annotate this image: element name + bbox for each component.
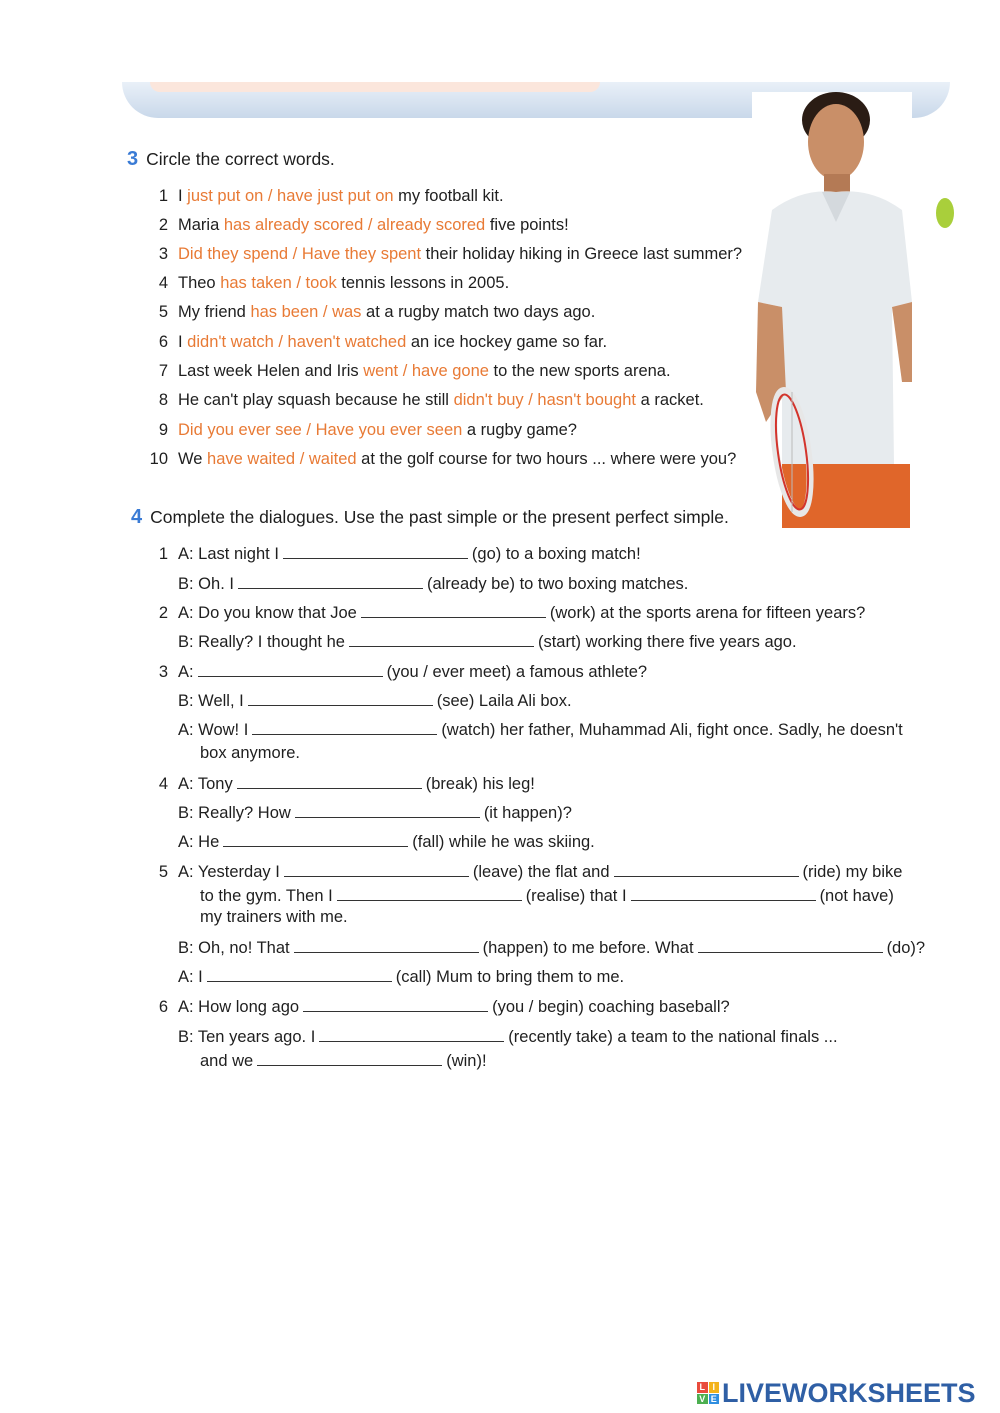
exercise-3-item <box>144 332 607 352</box>
word-choice[interactable]: have waited / waited <box>207 450 357 468</box>
item-number: 1 <box>158 187 168 205</box>
dialogue-5-line-c: A: I (call) Mum to bring them to me. <box>178 968 625 986</box>
answer-blank[interactable] <box>283 543 468 559</box>
item-text-before: Maria <box>178 216 224 234</box>
word-choice[interactable]: didn't buy / hasn't bought <box>453 391 636 409</box>
exercise-3-item <box>144 186 504 206</box>
word-choice[interactable]: went / have gone <box>363 362 489 380</box>
item-number: 4 <box>158 274 168 292</box>
answer-blank[interactable] <box>294 937 479 953</box>
answer-blank[interactable] <box>248 690 433 706</box>
word-choice[interactable]: has already scored / already scored <box>223 216 486 234</box>
section-3-number: 3 <box>127 148 139 170</box>
item-text-before: Last week Helen and Iris <box>178 362 364 380</box>
item-number: 3 <box>158 245 168 263</box>
answer-blank[interactable] <box>614 861 799 877</box>
dialogue-2-line-a: 2 A: Do you know that Joe (work) at the sports arena for fifteen years? <box>158 604 866 622</box>
item-text-after: a racket. <box>636 391 704 409</box>
item-number: 6 <box>158 333 168 351</box>
dialogue-4-line-b: B: Really? How (it happen)? <box>178 804 572 822</box>
answer-blank[interactable] <box>337 885 522 901</box>
tennis-ball-icon <box>936 198 954 228</box>
item-text-before: I <box>178 333 188 351</box>
exercise-3-item <box>144 449 736 469</box>
logo-text: LIVEWORKSHEETS <box>722 1377 976 1408</box>
word-choice[interactable]: didn't watch / haven't watched <box>187 333 407 351</box>
item-text-before: Theo <box>178 274 221 292</box>
section-3-title: 3 Circle the correct words. <box>127 148 335 170</box>
answer-blank[interactable] <box>198 661 383 677</box>
dialogue-3-line-c: A: Wow! I (watch) her father, Muhammad Ali, fight once. Sadly, he doesn't <box>178 721 903 739</box>
word-choice[interactable]: has been / was <box>250 303 362 321</box>
answer-blank[interactable] <box>207 966 392 982</box>
dialogue-6-line-a: 6 A: How long ago (you / begin) coaching baseball? <box>158 998 730 1016</box>
word-choice[interactable]: just put on / have just put on <box>187 187 394 205</box>
exercise-3-item <box>144 273 509 293</box>
dialogue-6-line-b-cont: and we (win)! <box>200 1052 487 1070</box>
item-text-before: He can't play squash because he still <box>178 391 454 409</box>
exercise-3-item <box>144 390 704 410</box>
item-text-after: my football kit. <box>393 187 504 205</box>
exercise-3-item <box>144 302 595 322</box>
item-number: 2 <box>158 216 168 234</box>
item-text-after: to the new sports arena. <box>488 362 671 380</box>
section-4-title: 4 Complete the dialogues. Use the past simple or the present perfect simple. <box>131 506 729 528</box>
dialogue-5-line-a-cont: to the gym. Then I (realise) that I (not have) <box>200 887 894 905</box>
answer-blank[interactable] <box>698 937 883 953</box>
answer-blank[interactable] <box>295 802 480 818</box>
answer-blank[interactable] <box>631 885 816 901</box>
answer-blank[interactable] <box>223 831 408 847</box>
dialogue-6-line-b: B: Ten years ago. I (recently take) a team to the national finals ... <box>178 1028 838 1046</box>
top-banner-strip <box>150 82 600 92</box>
dialogue-2-line-b: B: Really? I thought he (start) working there five years ago. <box>178 633 797 651</box>
item-number: 8 <box>158 391 168 409</box>
exercise-3-item <box>144 215 569 235</box>
answer-blank[interactable] <box>303 996 488 1012</box>
dialogue-1-line-b: B: Oh. I (already be) to two boxing matches. <box>178 575 689 593</box>
answer-blank[interactable] <box>361 602 546 618</box>
dialogue-3-line-a: 3 A: (you / ever meet) a famous athlete? <box>158 663 648 681</box>
dialogue-1-line-a: 1 A: Last night I (go) to a boxing match! <box>158 545 641 563</box>
item-text-after: tennis lessons in 2005. <box>336 274 510 292</box>
dialogue-5-line-b: B: Oh, no! That (happen) to me before. What (do)? <box>178 939 926 957</box>
dialogue-3-line-b: B: Well, I (see) Laila Ali box. <box>178 692 572 710</box>
item-number: 10 <box>149 450 168 468</box>
answer-blank[interactable] <box>257 1050 442 1066</box>
tennis-player-photo <box>752 92 912 528</box>
answer-blank[interactable] <box>237 773 422 789</box>
dialogue-5-line-a: 5 A: Yesterday I (leave) the flat and (ride) my bike <box>158 863 903 881</box>
word-choice[interactable]: Did you ever see / Have you ever seen <box>178 421 463 439</box>
item-text-before: My friend <box>178 303 251 321</box>
item-text-after: a rugby game? <box>462 421 577 439</box>
item-text-after: an ice hockey game so far. <box>406 333 608 351</box>
answer-blank[interactable] <box>238 573 423 589</box>
section-4-number: 4 <box>131 506 143 528</box>
liveworksheets-logo <box>697 1378 976 1408</box>
item-text-after: their holiday hiking in Greece last summer? <box>421 245 743 263</box>
exercise-3-item <box>144 420 577 440</box>
logo-mark-icon: L I V E <box>697 1382 719 1404</box>
word-choice[interactable]: Did they spend / Have they spent <box>178 245 422 263</box>
exercise-3-item <box>144 244 742 264</box>
word-choice[interactable]: has taken / took <box>220 274 337 292</box>
item-text-after: at the golf course for two hours ... where were you? <box>356 450 737 468</box>
answer-blank[interactable] <box>349 631 534 647</box>
answer-blank[interactable] <box>284 861 469 877</box>
answer-blank[interactable] <box>319 1026 504 1042</box>
item-number: 9 <box>158 421 168 439</box>
item-number: 7 <box>158 362 168 380</box>
item-text-before: We <box>178 450 208 468</box>
exercise-3-item <box>144 361 671 381</box>
dialogue-3-line-c-cont: box anymore. <box>200 744 300 762</box>
dialogue-4-line-a: 4 A: Tony (break) his leg! <box>158 775 535 793</box>
item-number: 5 <box>158 303 168 321</box>
dialogue-4-line-c: A: He (fall) while he was skiing. <box>178 833 595 851</box>
dialogue-5-line-a-cont2: my trainers with me. <box>200 908 348 926</box>
item-text-after: five points! <box>485 216 569 234</box>
item-text-after: at a rugby match two days ago. <box>361 303 596 321</box>
item-text-before: I <box>178 187 188 205</box>
answer-blank[interactable] <box>252 719 437 735</box>
